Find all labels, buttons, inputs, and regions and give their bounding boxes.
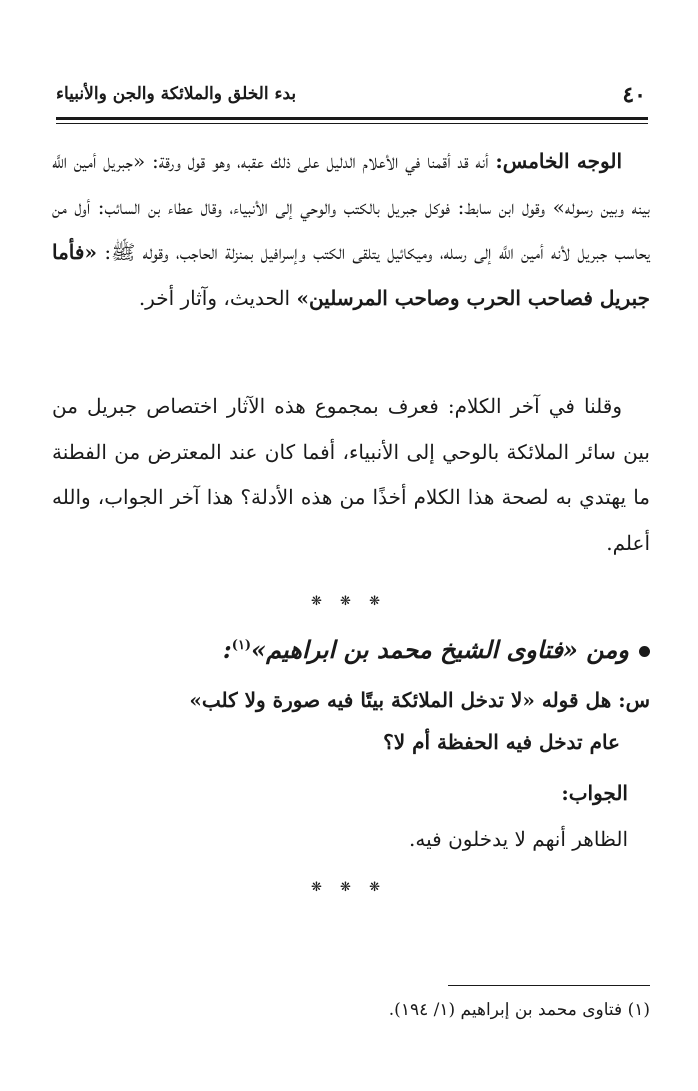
bullet-icon [639, 646, 650, 657]
header-rule-thin [56, 123, 648, 124]
hadith-quote: «فأما جبريل فصاحب الحرب وصاحب المرسلين» [52, 240, 650, 310]
page-header [56, 82, 646, 112]
page-number: ٤٠ [622, 82, 646, 108]
fatawa-heading [52, 635, 650, 664]
footnote-marker: (١) [231, 638, 252, 653]
section-separator-end: ❋ ❋ ❋ [311, 880, 387, 895]
answer-label: الجواب: [561, 781, 628, 805]
paragraph-lead: الوجه الخامس: [495, 149, 622, 173]
footnote-rule [448, 985, 650, 986]
fatawa-heading-text: ومن «فتاوى الشيخ محمد بن ابراهيم» [251, 635, 629, 664]
paragraph-fifth-aspect [52, 139, 650, 321]
header-rule-thick [56, 117, 648, 120]
section-separator: ❋ ❋ ❋ [311, 594, 387, 609]
paragraph-conclusion-text: وقلنا في آخر الكلام: فعرف بمجموع هذه الآثار اختصاص جبريل من بين سائر الملائكة بالوحي إلى الأنبياء، أفما كان عند المعترض من الفطنة ما يهتدي به لصحة هذا الكلام أخذًا من هذه الأدلة؟ هذا آخر الجواب، والله أعلم. [52, 394, 650, 555]
answer-text: الظاهر أنهم لا يدخلون فيه. [409, 827, 628, 851]
paragraph-conclusion [52, 384, 650, 566]
question-line-2: عام تدخل فيه الحفظة أم لا؟ [383, 730, 620, 754]
footnote: (١) فتاوى محمد بن إبراهيم (١/ ١٩٤). [388, 1000, 650, 1020]
paragraph-text-a: أنه قد أقمنا في الأعلام الدليل على ذلك عقبه، وهو قول ورقة: «جبريل أمين اللَّه بينه وبين رسوله» وقول ابن سابط: فوكل جبريل بالكتب والوحي إلى الأنبياء، وقال عطاء بن السائب: أول من يحاسب جبريل لأنه أمين اللَّه إلى رسله، وميكائيل يتلقى الكتب وإسرافيل بمنزلة الحاجب، وقوله ﷺ: [52, 149, 650, 264]
running-title: بدء الخلق والملائكة والجن والأنبياء [56, 84, 297, 104]
question-line-1: س: هل قوله «لا تدخل الملائكة بيتًا فيه صورة ولا كلب» [189, 688, 650, 712]
paragraph-text-b: الحديث، وآثار أخر. [138, 285, 297, 310]
fatawa-heading-colon: : [222, 635, 232, 664]
